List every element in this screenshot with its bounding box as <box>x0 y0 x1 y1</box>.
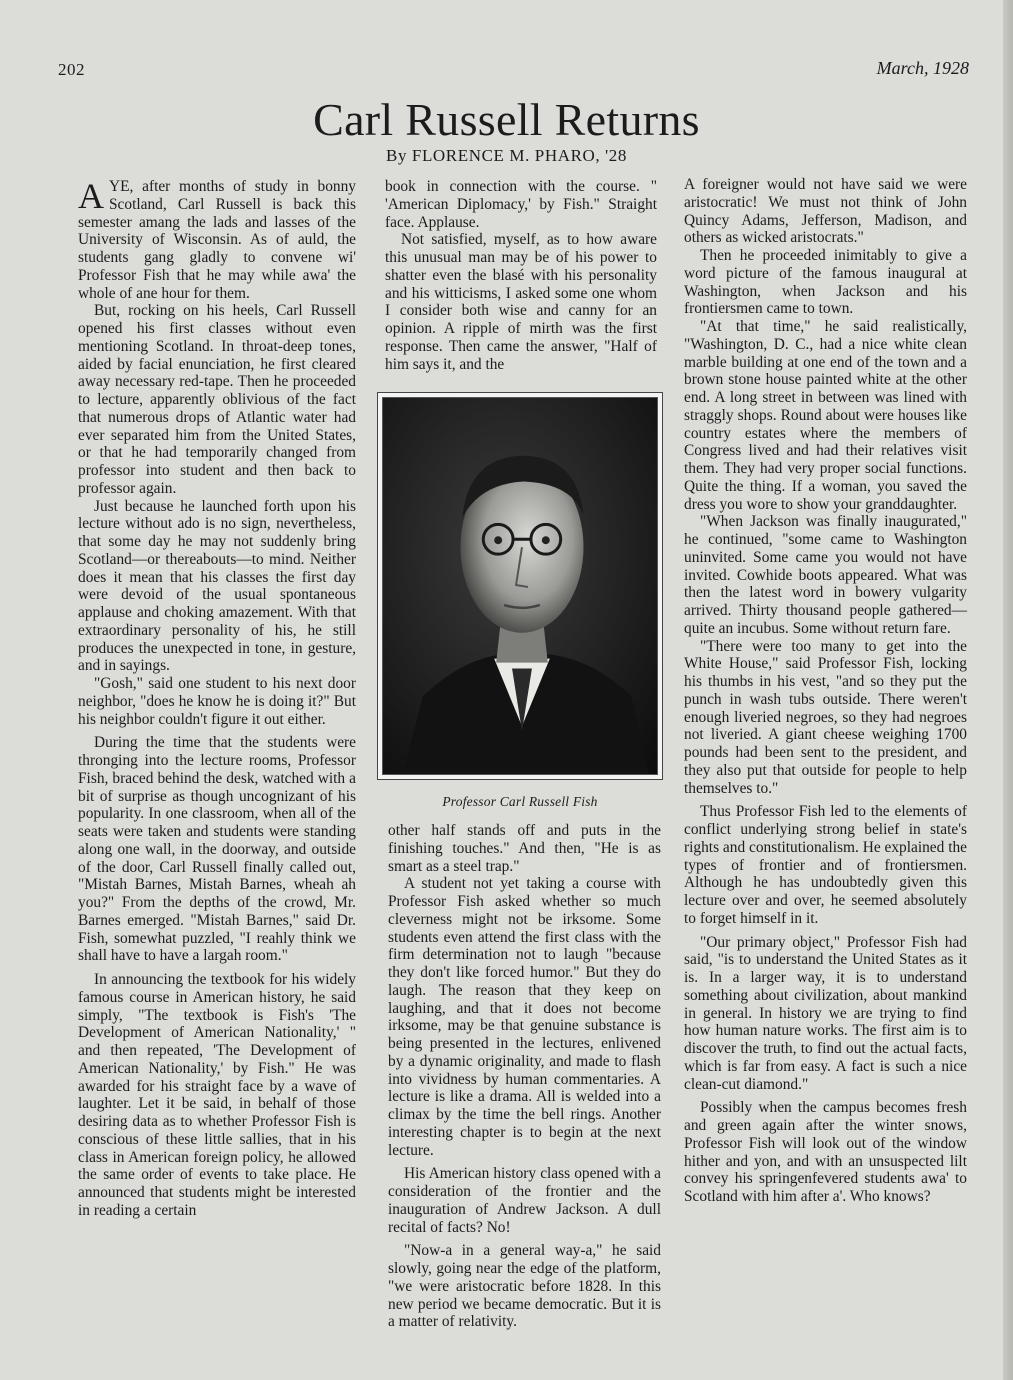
paragraph: "When Jackson was finally inaugurated," he continued, "some came to Washington uninvited. Some came you would not have invited. Cowhide boots appeared. What was then the latest word in bowery vulgarity arrived. Thirty thousand people gathered—quite an incubus. Some without return fare. <box>684 513 967 637</box>
paragraph: In announcing the textbook for his widely famous course in American history, he said simply, "The textbook is Fish's 'The Development of American Nationality,' " and then repeated, 'The Development of American Nationality,' by Fish." He was awarded for his straight face by a wave of laughter. Let it be said, in behalf of those desiring data as to whether Professor Fish is conscious of these little sallies, that in his class in American foreign policy, he allowed the same order of events to take place. He announced that students might be interested in reading a certain <box>78 971 356 1219</box>
paragraph: AYE, after months of study in bonny Scotland, Carl Russell is back this semester amang the lads and lasses of the University of Wisconsin. As of auld, the students gang gladly to convene wi' Professor Fish that he may while awa' the whole of ane hour for them. <box>78 176 356 302</box>
paragraph: "There were too many to get into the White House," said Professor Fish, locking his thumbs in his vest, "and so they put the punch in wash tubs outside. There weren't enough liveried negroes, so they had negroes not liveried. A giant cheese weighing 1700 pounds had been sent to the president, and they also put that outside for people to help themselves to." <box>684 637 967 797</box>
paragraph: A foreigner would not have said we were aristocratic! We must not think of John Quincy Adams, Jefferson, Madison, and others as wicked aristocrats." <box>684 176 967 247</box>
page-number: 202 <box>58 60 85 79</box>
page-edge <box>1003 0 1013 1380</box>
paragraph: But, rocking on his heels, Carl Russell opened his first classes without even mentioning Scotland. In throat-deep tones, aided by facial enunciation, he first cleared away necessary red-tape. Then he proceeded to lecture, apparently oblivious of the fact that numerous drops of Atlantic water had ever separated him from the United States, or that he had temporarily changed from professor into student and then back to professor again. <box>78 302 356 497</box>
paragraph: "Our primary object," Professor Fish had said, "is to understand the United States as it is. In a larger way, it is to understand something about civilization, about mankind in general. In history we are trying to find how human nature works. The first aim is to discover the truth, to find out the actual facts, which is far from easy. A fact is such a nice clean-cut diamond." <box>684 933 967 1093</box>
paragraph: Not satisfied, myself, as to how aware this unusual man may be of his power to shatter even the blasé with his personality and his witticisms, I asked some one whom I consider both wise and canny for an opinion. A ripple of mirth was the first response. Then came the answer, "Half of him says it, and the <box>385 231 657 373</box>
paragraph: Possibly when the campus becomes fresh and green again after the winter snows, Professor Fish will look out of the window hither and yon, and with an unsuspected lilt convey his springenfevered students awa' to Scotland with him after a'. Who knows? <box>684 1099 967 1205</box>
article-title: Carl Russell Returns <box>313 94 700 145</box>
paragraph: other half stands off and puts in the finishing touches." And then, "He is as smart as a steel trap." <box>388 822 661 875</box>
paragraph: A student not yet taking a course with Professor Fish asked whether so much cleverness might not be irksome. Some students even attend the first class with the firm determination not to laugh "because they don't like forced humor." But they do laugh. The reason that they keep on laughing, and that it does not become irksome, may be that genuine substance is being presented in the lectures, enlivened by a dynamic originality, and made to flash into vividness by human commentaries. A lecture is like a drama. All is welded into a climax by the time the bell rings. Another interesting chapter is to begin at the next lecture. <box>388 875 661 1159</box>
portrait-photo <box>377 392 663 780</box>
paragraph: Just because he launched forth upon his lecture without ado is no sign, nevertheless, that some day he may not suddenly bring Scotland—or thereabouts—to mind. Neither does it mean that his classes the first day were devoid of the usual spontaneous applause and choking amazement. With that extraordinary personality of his, he still produces the unexpected in tone, in gesture, and in sayings. <box>78 497 356 675</box>
photo-caption: Professor Carl Russell Fish <box>442 794 598 809</box>
portrait-illustration <box>383 398 657 774</box>
portrait-image <box>382 397 658 775</box>
paragraph: His American history class opened with a consideration of the frontier and the inauguration of Andrew Jackson. A dull recital of facts? No! <box>388 1165 661 1236</box>
paragraph: During the time that the students were thronging into the lecture rooms, Professor Fish, braced behind the desk, watched with a bit of surprise as though uncognizant of his popularity. In one classroom, when all of the seats were taken and students were standing along one wall, in the doorway, and outside of the door, Carl Russell finally called out, "Mistah Barnes, Mistah Barnes, wheah ah you?" From the depths of the crowd, Mr. Barnes emerged. "Mistah Barnes," said Dr. Fish, somewhat puzzled, "I reahly think we shall have to have a largah room." <box>78 734 356 965</box>
paragraph: "Now-a in a general way-a," he said slowly, going near the edge of the platform, "we were aristocratic before 1828. In this new period we became democratic. But it is a matter of relativity. <box>388 1242 661 1331</box>
text-column-2-top <box>385 178 657 373</box>
issue-date: March, 1928 <box>876 58 969 78</box>
drop-cap: A <box>78 176 104 216</box>
paragraph: "Gosh," said one student to his next door neighbor, "does he know he is doing it?" But his neighbor couldn't figure it out either. <box>78 675 356 728</box>
text-column-3 <box>684 176 967 1206</box>
paragraph: Thus Professor Fish led to the elements of conflict underlying strong belief in state's rights and constitutionalism. He explained the types of frontier and of frontiersmen. Although he has undoubtedly given this lecture over and over, he seemed absolutely to forget himself in it. <box>684 803 967 927</box>
text-column-2-bottom <box>388 822 661 1331</box>
article-byline: By FLORENCE M. PHARO, '28 <box>386 146 627 165</box>
paragraph: "At that time," he said realistically, "Washington, D. C., had a nice white clean marble building at one end of the town and a brown stone house painted white at the other end. A long street in between was lined with straggly shops. Round about were houses like country estates where the members of Congress lived and had their relatives visit them. They had very proper social functions. Quite the thing. If a woman, you saved the dress you wore to show your granddaughter. <box>684 318 967 513</box>
paragraph: Then he proceeded inimitably to give a word picture of the famous inaugural at Washington, when Jackson and his frontiersmen came to town. <box>684 247 967 318</box>
paragraph: book in connection with the course. " 'American Diplomacy,' by Fish." Straight face. Applause. <box>385 178 657 231</box>
text-column-1 <box>78 178 356 1220</box>
